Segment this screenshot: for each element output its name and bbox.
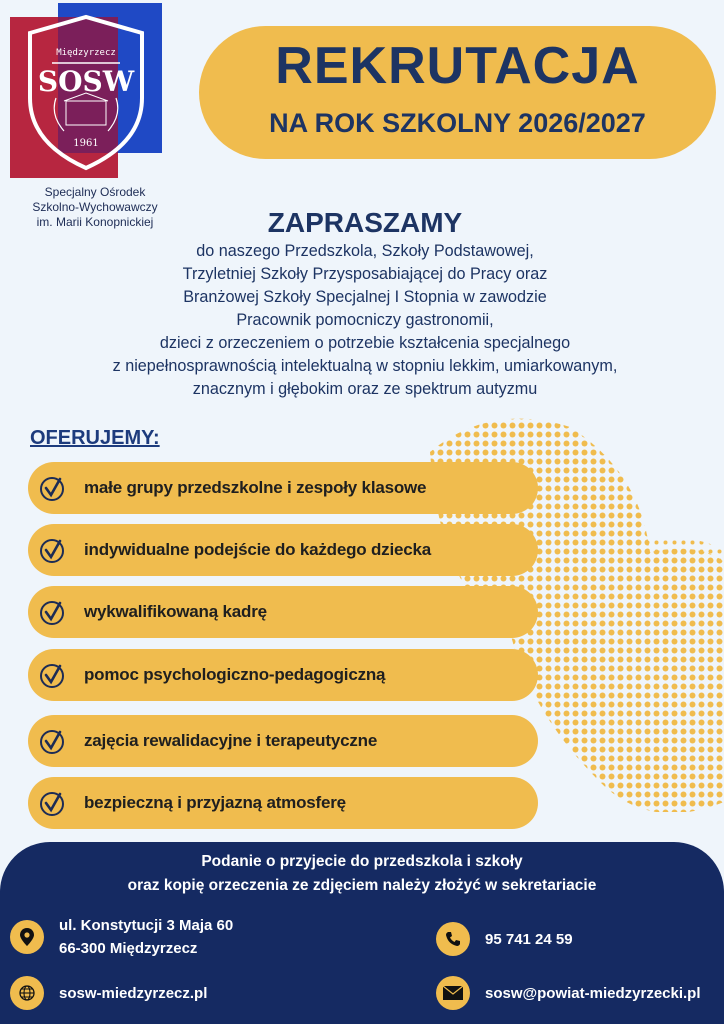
offer-item-text: bezpieczną i przyjazną atmosferę <box>84 793 346 812</box>
offer-item-text: zajęcia rewalidacyjne i terapeutyczne <box>84 731 378 750</box>
offer-item <box>28 586 538 638</box>
check-circle-icon <box>38 598 66 626</box>
check-circle-icon <box>38 661 66 689</box>
offer-item <box>28 462 538 514</box>
offer-item <box>28 715 538 767</box>
invitation-heading: ZAPRASZAMY <box>267 207 463 238</box>
phone-icon <box>436 922 470 956</box>
invitation-line: dzieci z orzeczeniem o potrzebie kształcenia specjalnego <box>159 334 571 352</box>
invitation-line: Pracownik pomocniczy gastronomii, <box>236 311 494 329</box>
check-circle-icon <box>38 474 66 502</box>
offer-item-text: indywidualne podejście do każdego dziecka <box>84 540 431 559</box>
check-circle-icon <box>38 536 66 564</box>
note-line: Podanie o przyjecie do przedszkola i szkoły <box>201 853 523 870</box>
svg-text:1961: 1961 <box>73 138 99 149</box>
contact-footer <box>0 842 724 1024</box>
offer-item <box>28 649 538 701</box>
note-line: oraz kopię orzeczenia ze zdjęciem należy złożyć w sekretariacie <box>127 877 597 894</box>
svg-text:Międzyrzecz: Międzyrzecz <box>56 48 116 58</box>
address-contact <box>10 914 233 960</box>
invitation-section <box>105 206 625 401</box>
map-pin-icon <box>10 920 44 954</box>
envelope-icon <box>436 976 470 1010</box>
invitation-line: do naszego Przedszkola, Szkoły Podstawowej, <box>196 242 534 260</box>
caption-line: Szkolno-Wychowawczy <box>32 200 158 214</box>
address-city: 66-300 Międzyrzecz <box>59 940 198 957</box>
globe-icon <box>10 976 44 1010</box>
email-contact <box>436 976 701 1010</box>
caption-line: Specjalny Ośrodek <box>44 185 146 199</box>
website-link[interactable]: sosw-miedzyrzecz.pl <box>59 984 208 1002</box>
check-circle-icon <box>38 789 66 817</box>
offer-item-text: pomoc psychologiczno-pedagogiczną <box>84 665 386 684</box>
invitation-line: Branżowej Szkoły Specjalnej I Stopnia w zawodzie <box>183 288 547 306</box>
offer-item-text: wykwalifikowaną kadrę <box>84 602 267 621</box>
school-logo <box>10 3 162 178</box>
offer-item-text: małe grupy przedszkolne i zespoły klasowe <box>84 478 427 497</box>
address-street: ul. Konstytucji 3 Maja 60 <box>59 917 234 934</box>
website-contact <box>10 976 207 1010</box>
caption-line: im. Marii Konopnickiej <box>36 215 154 229</box>
phone-contact <box>436 922 573 956</box>
phone-number[interactable]: 95 741 24 59 <box>485 930 573 948</box>
offer-item <box>28 777 538 829</box>
invitation-line: Trzyletniej Szkoły Przysposabiającej do Pracy oraz <box>182 265 548 283</box>
svg-text:SOSW: SOSW <box>37 65 135 98</box>
offer-heading: OFERUJEMY: <box>30 427 160 449</box>
invitation-line: z niepełnosprawnością intelektualną w stopniu lekkim, umiarkowanym, <box>112 357 618 375</box>
check-circle-icon <box>38 727 66 755</box>
email-link[interactable]: sosw@powiat-miedzyrzecki.pl <box>485 984 701 1002</box>
banner-title: REKRUTACJA <box>275 37 640 95</box>
offer-item <box>28 524 538 576</box>
recruitment-banner <box>199 26 716 159</box>
invitation-line: znacznym i głębokim oraz ze spektrum autyzmu <box>192 380 538 398</box>
banner-subtitle: NA ROK SZKOLNY 2026/2027 <box>269 108 646 138</box>
application-note <box>0 850 724 898</box>
shield-icon <box>10 3 162 178</box>
